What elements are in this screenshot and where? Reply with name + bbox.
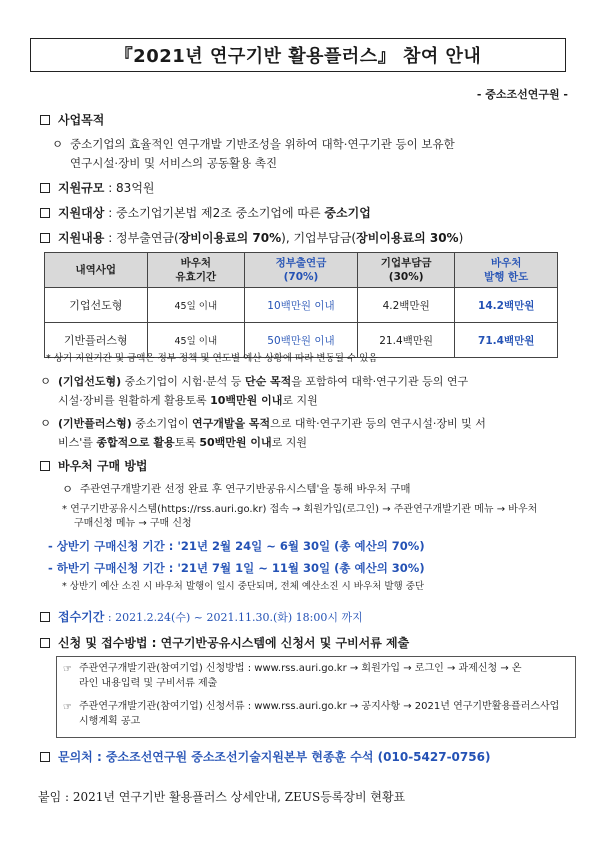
type2-b3: 50백만원 이내 [199, 436, 272, 449]
table-cell: 14.2백만원 [455, 288, 558, 323]
apply-item-1-line-2: 라인 내용입력 및 구비서류 제출 [79, 678, 218, 689]
checkbox-square-icon [40, 612, 50, 622]
apply-item-1 [57, 657, 575, 695]
organization: - 중소조선연구원 - [476, 88, 568, 101]
table-header-cell: 기업부담금 (30%) [357, 253, 454, 288]
type1-bullet: ㅇ [40, 374, 52, 388]
pointing-hand-icon: ☞ [63, 664, 72, 675]
apply-item-1-line-1: 주관연구개발기관(참여기업) 신청방법 : www.rss.auri.go.kr → 회원가입 → 로그인 → 과제신청 → 온 [79, 663, 522, 674]
period-value: : 2021.2.24(수) ~ 2021.11.30.(화) 18:00시 까지 [104, 611, 363, 624]
apply-item-2-line-2: 시행계획 공고 [79, 716, 141, 727]
checkbox-square-icon [40, 233, 50, 243]
table-cell: 21.4백만원 [357, 323, 454, 358]
type2-b1: 연구개발을 목적 [191, 417, 271, 430]
type1-b2: 10백만원 이내 [210, 394, 283, 407]
content-t2: ), 기업부담금( [281, 231, 357, 245]
scale-value: : 83억원 [104, 181, 155, 195]
type1-t1: 중소기업이 시험·분석 등 [121, 375, 245, 388]
table-note: * 상기 지원기간 및 금액은 정부 정책 및 연도별 예산 상황에 따라 변동될 수 있음 [46, 353, 378, 364]
type1-t4: 로 지원 [282, 394, 318, 407]
content-b1: 장비이용료의 70% [178, 231, 282, 245]
purpose-line-1: 중소기업의 효율적인 연구개발 기반조성을 위하여 대학·연구기관 등이 보유한 [70, 137, 455, 151]
table-cell: 50백만원 이내 [245, 323, 358, 358]
purpose-text [70, 135, 575, 173]
target-heading: 지원대상 [58, 206, 105, 220]
target-bold: 중소기업 [324, 206, 371, 220]
section-target [40, 205, 371, 221]
section-purpose [40, 112, 104, 128]
content-t1: : 정부출연금( [104, 231, 179, 245]
type1-t3: 시설·장비를 원활하게 활용토록 [58, 394, 211, 407]
scale-heading: 지원규모 [58, 181, 105, 195]
type2-bullet: ㅇ [40, 416, 52, 430]
table-cell: 71.4백만원 [455, 323, 558, 358]
type2-t5: 로 지원 [271, 436, 308, 449]
type2-t2: 으로 대학·연구기관 등의 연구시설·장비 및 서 [270, 417, 486, 430]
pointing-hand-icon: ☞ [63, 702, 72, 713]
type1-label: (기업선도형) [58, 375, 122, 388]
voucher-sub-1: * 연구기반공유시스템(https://rss.auri.go.kr) 접속 → 회원가입(로그인) → 주관연구개발기관 메뉴 → 바우처 [62, 504, 538, 515]
first-half-period: - 상반기 구매신청 기간 : '21년 2월 24일 ~ 6월 30일 (총 예산의 70%) [48, 539, 425, 553]
type2-t1: 중소기업이 [131, 417, 192, 430]
table-cell: 4.2백만원 [357, 288, 454, 323]
checkbox-square-icon [40, 752, 50, 762]
section-contact [40, 749, 490, 765]
type1-text [58, 372, 578, 410]
table-header-cell: 바우처 발행 한도 [455, 253, 558, 288]
section-apply [40, 635, 409, 651]
apply-box [56, 656, 576, 738]
type2-t3: 비스'를 [58, 436, 97, 449]
second-half-period: - 하반기 구매신청 기간 : '21년 7월 1일 ~ 11월 30일 (총 예산의 30%) [48, 561, 425, 575]
table-cell: 45일 이내 [147, 323, 244, 358]
table-row [45, 288, 558, 323]
purpose-heading: 사업목적 [58, 113, 105, 127]
target-text: : 중소기업기본법 제2조 중소기업에 따른 [104, 206, 325, 220]
table-header-cell: 바우처 유효기간 [147, 253, 244, 288]
section-content [40, 230, 463, 246]
type1-t2: 을 포함하여 대학·연구기관 등의 연구 [291, 375, 469, 388]
table-header-cell: 정부출연금 (70%) [245, 253, 358, 288]
voucher-table [44, 252, 558, 358]
page-title: 『2021년 연구기반 활용플러스』 참여 안내 [114, 46, 482, 67]
type2-text [58, 414, 578, 452]
voucher-sub-2: 구매신청 메뉴 → 구매 신청 [74, 518, 192, 529]
section-voucher [40, 458, 148, 474]
attachment-footer: 붙임 : 2021년 연구기반 활용플러스 상세안내, ZEUS등록장비 현황표 [38, 790, 406, 804]
voucher-bullet: ㅇ [62, 482, 74, 496]
table-cell: 45일 이내 [147, 288, 244, 323]
title-box [30, 38, 566, 72]
checkbox-square-icon [40, 638, 50, 648]
type2-label: (기반플러스형) [58, 417, 132, 430]
checkbox-square-icon [40, 461, 50, 471]
apply-item-2 [57, 695, 575, 733]
voucher-note: * 상반기 예산 소진 시 바우처 발행이 일시 중단되며, 전체 예산소진 시 바우처 발행 중단 [62, 581, 425, 592]
apply-heading: 신청 및 접수방법 : 연구기반공유시스템에 신청서 및 구비서류 제출 [58, 636, 410, 650]
table-header-row [45, 253, 558, 288]
table-cell: 10백만원 이내 [245, 288, 358, 323]
type1-b1: 단순 목적 [244, 375, 292, 388]
content-heading: 지원내용 [58, 231, 105, 245]
checkbox-square-icon [40, 208, 50, 218]
section-scale [40, 180, 155, 196]
apply-item-2-line-1: 주관연구개발기관(참여기업) 신청서류 : www.rss.auri.go.kr → 공지사항 → 2021년 연구기반활용플러스사업 [79, 701, 560, 712]
purpose-line-2: 연구시설·장비 및 서비스의 공동활용 촉진 [70, 156, 278, 170]
section-period [40, 609, 363, 626]
contact-text: 문의처 : 중소조선연구원 중소조선기술지원본부 현종훈 수석 (010-5427-0756) [58, 750, 491, 764]
voucher-sub [62, 503, 582, 531]
checkbox-square-icon [40, 115, 50, 125]
table-cell: 기반플러스형 [45, 323, 148, 358]
voucher-heading: 바우처 구매 방법 [58, 459, 148, 473]
content-t3: ) [458, 231, 464, 245]
checkbox-square-icon [40, 183, 50, 193]
voucher-line: 주관연구개발기관 선정 완료 후 연구기반공유시스템'을 통해 바우처 구매 [80, 483, 411, 495]
table-cell: 기업선도형 [45, 288, 148, 323]
content-b2: 장비이용료의 30% [356, 231, 459, 245]
period-heading: 접수기간 [58, 610, 105, 624]
type2-t4: 토록 [174, 436, 200, 449]
table-header-cell: 내역사업 [45, 253, 148, 288]
type2-b2: 종합적으로 활용 [96, 436, 175, 449]
purpose-bullet: ㅇ [52, 137, 64, 151]
